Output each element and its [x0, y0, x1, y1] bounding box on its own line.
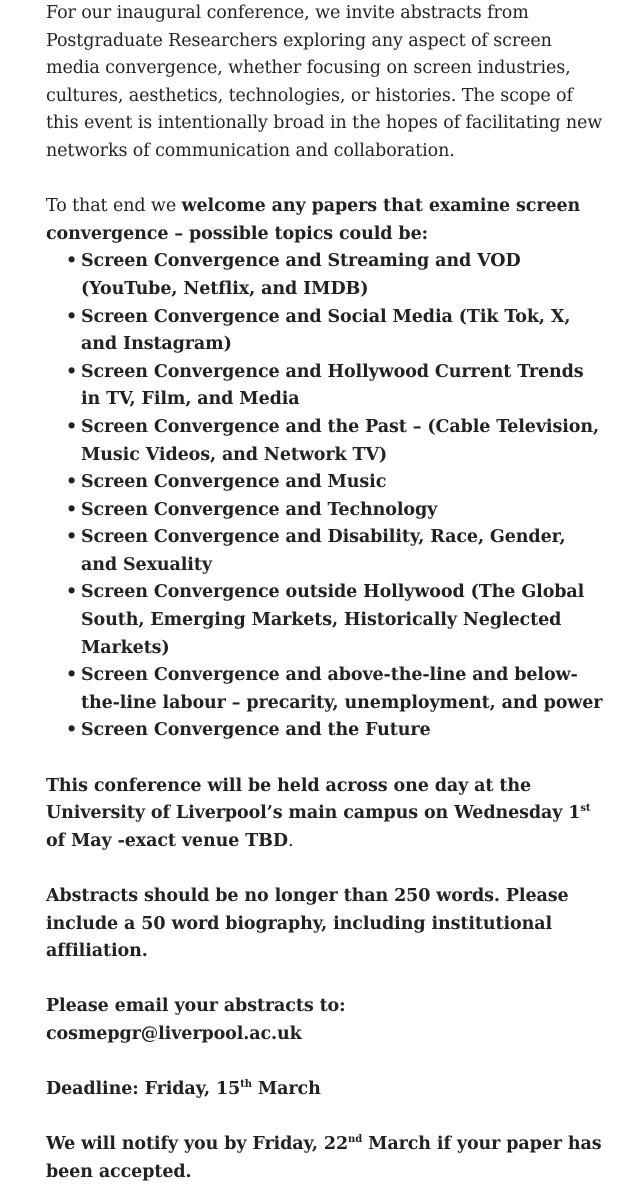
bullet-icon: • [66, 720, 78, 741]
list-item [66, 579, 606, 662]
list-item [66, 304, 606, 359]
conference-call-document [46, 0, 606, 1187]
list-item [66, 524, 606, 579]
paragraph-gap [46, 1049, 606, 1077]
email-paragraph: Please email your abstracts to: cosmepgr@liverpool.ac.uk [46, 996, 346, 1044]
deadline-paragraph [46, 1076, 606, 1104]
bullet-icon: • [66, 251, 78, 272]
venue-paragraph [46, 773, 606, 856]
topic-text: Screen Convergence and Social Media (Tik Tok, X, and Instagram) [81, 306, 571, 355]
deadline-ordinal-suffix: th [240, 1079, 252, 1091]
bullet-icon: • [66, 499, 78, 520]
list-item [66, 717, 606, 745]
deadline-text: Deadline: Friday, 15 [46, 1079, 241, 1100]
topic-text: Screen Convergence and the Past – (Cable Television, Music Videos, and Network TV) [81, 416, 599, 465]
topic-text: Screen Convergence and Disability, Race, Gender, and Sexuality [81, 527, 566, 575]
venue-ordinal-suffix: st [580, 803, 591, 815]
venue-text-continued: of May -exact venue TBD [46, 830, 288, 851]
paragraph-gap [46, 745, 606, 773]
topic-text: Screen Convergence and above-the-line and below-the-line labour – precarity, unemployment, and power [81, 665, 603, 713]
venue-period: . [287, 830, 294, 851]
bullet-icon: • [66, 665, 78, 686]
list-item [66, 497, 606, 525]
bullet-icon: • [66, 361, 78, 382]
topic-text: Screen Convergence and the Future [81, 720, 431, 741]
notify-text-continued: March if your paper has been accepted. [46, 1134, 602, 1182]
bullet-icon: • [66, 416, 78, 437]
topic-text: Screen Convergence and Streaming and VOD (YouTube, Netflix, and IMDB) [81, 251, 521, 299]
topics-list [46, 248, 606, 745]
paragraph-gap [46, 855, 606, 883]
deadline-text-continued: March [251, 1079, 321, 1100]
topics-intro-plain: To that end we [46, 196, 182, 217]
paragraph-gap [46, 1104, 606, 1132]
list-item [66, 248, 606, 303]
notify-paragraph [46, 1131, 606, 1186]
list-item [66, 662, 606, 717]
topics-intro-paragraph [46, 193, 606, 248]
bullet-icon: • [66, 527, 78, 548]
topic-text: Screen Convergence and Music [81, 472, 387, 493]
bullet-icon: • [66, 472, 78, 493]
intro-paragraph: For our inaugural conference, we invite abstracts from Postgraduate Researchers exploring any aspect of screen media convergence, whether focusing on screen industries, cultures, aesthetics, technologies, or histories. The scope of this event is intentionally broad in the hopes of facilitating new networks of communication and collaboration. [46, 3, 603, 161]
bullet-icon: • [66, 582, 78, 603]
list-item [66, 469, 606, 497]
abstract-rules-paragraph: Abstracts should be no longer than 250 words. Please include a 50 word biography, including institutional affiliation. [46, 886, 569, 962]
notify-text: We will notify you by Friday, 22 [46, 1134, 349, 1155]
bullet-icon: • [66, 306, 78, 327]
notify-ordinal-suffix: nd [348, 1134, 363, 1146]
topic-text: Screen Convergence and Hollywood Current Trends in TV, Film, and Media [81, 361, 584, 410]
paragraph-gap [46, 166, 606, 194]
paragraph-gap [46, 966, 606, 994]
topics-intro-bold: welcome any papers that examine screen convergence – possible topics could be: [46, 196, 581, 244]
topic-text: Screen Convergence and Technology [81, 499, 438, 520]
topic-text: Screen Convergence outside Hollywood (The Global South, Emerging Markets, Historically Neglected Markets) [81, 582, 585, 658]
list-item [66, 359, 606, 414]
venue-text: This conference will be held across one day at the University of Liverpool’s main campus on Wednesday 1 [46, 775, 581, 824]
list-item [66, 414, 606, 469]
